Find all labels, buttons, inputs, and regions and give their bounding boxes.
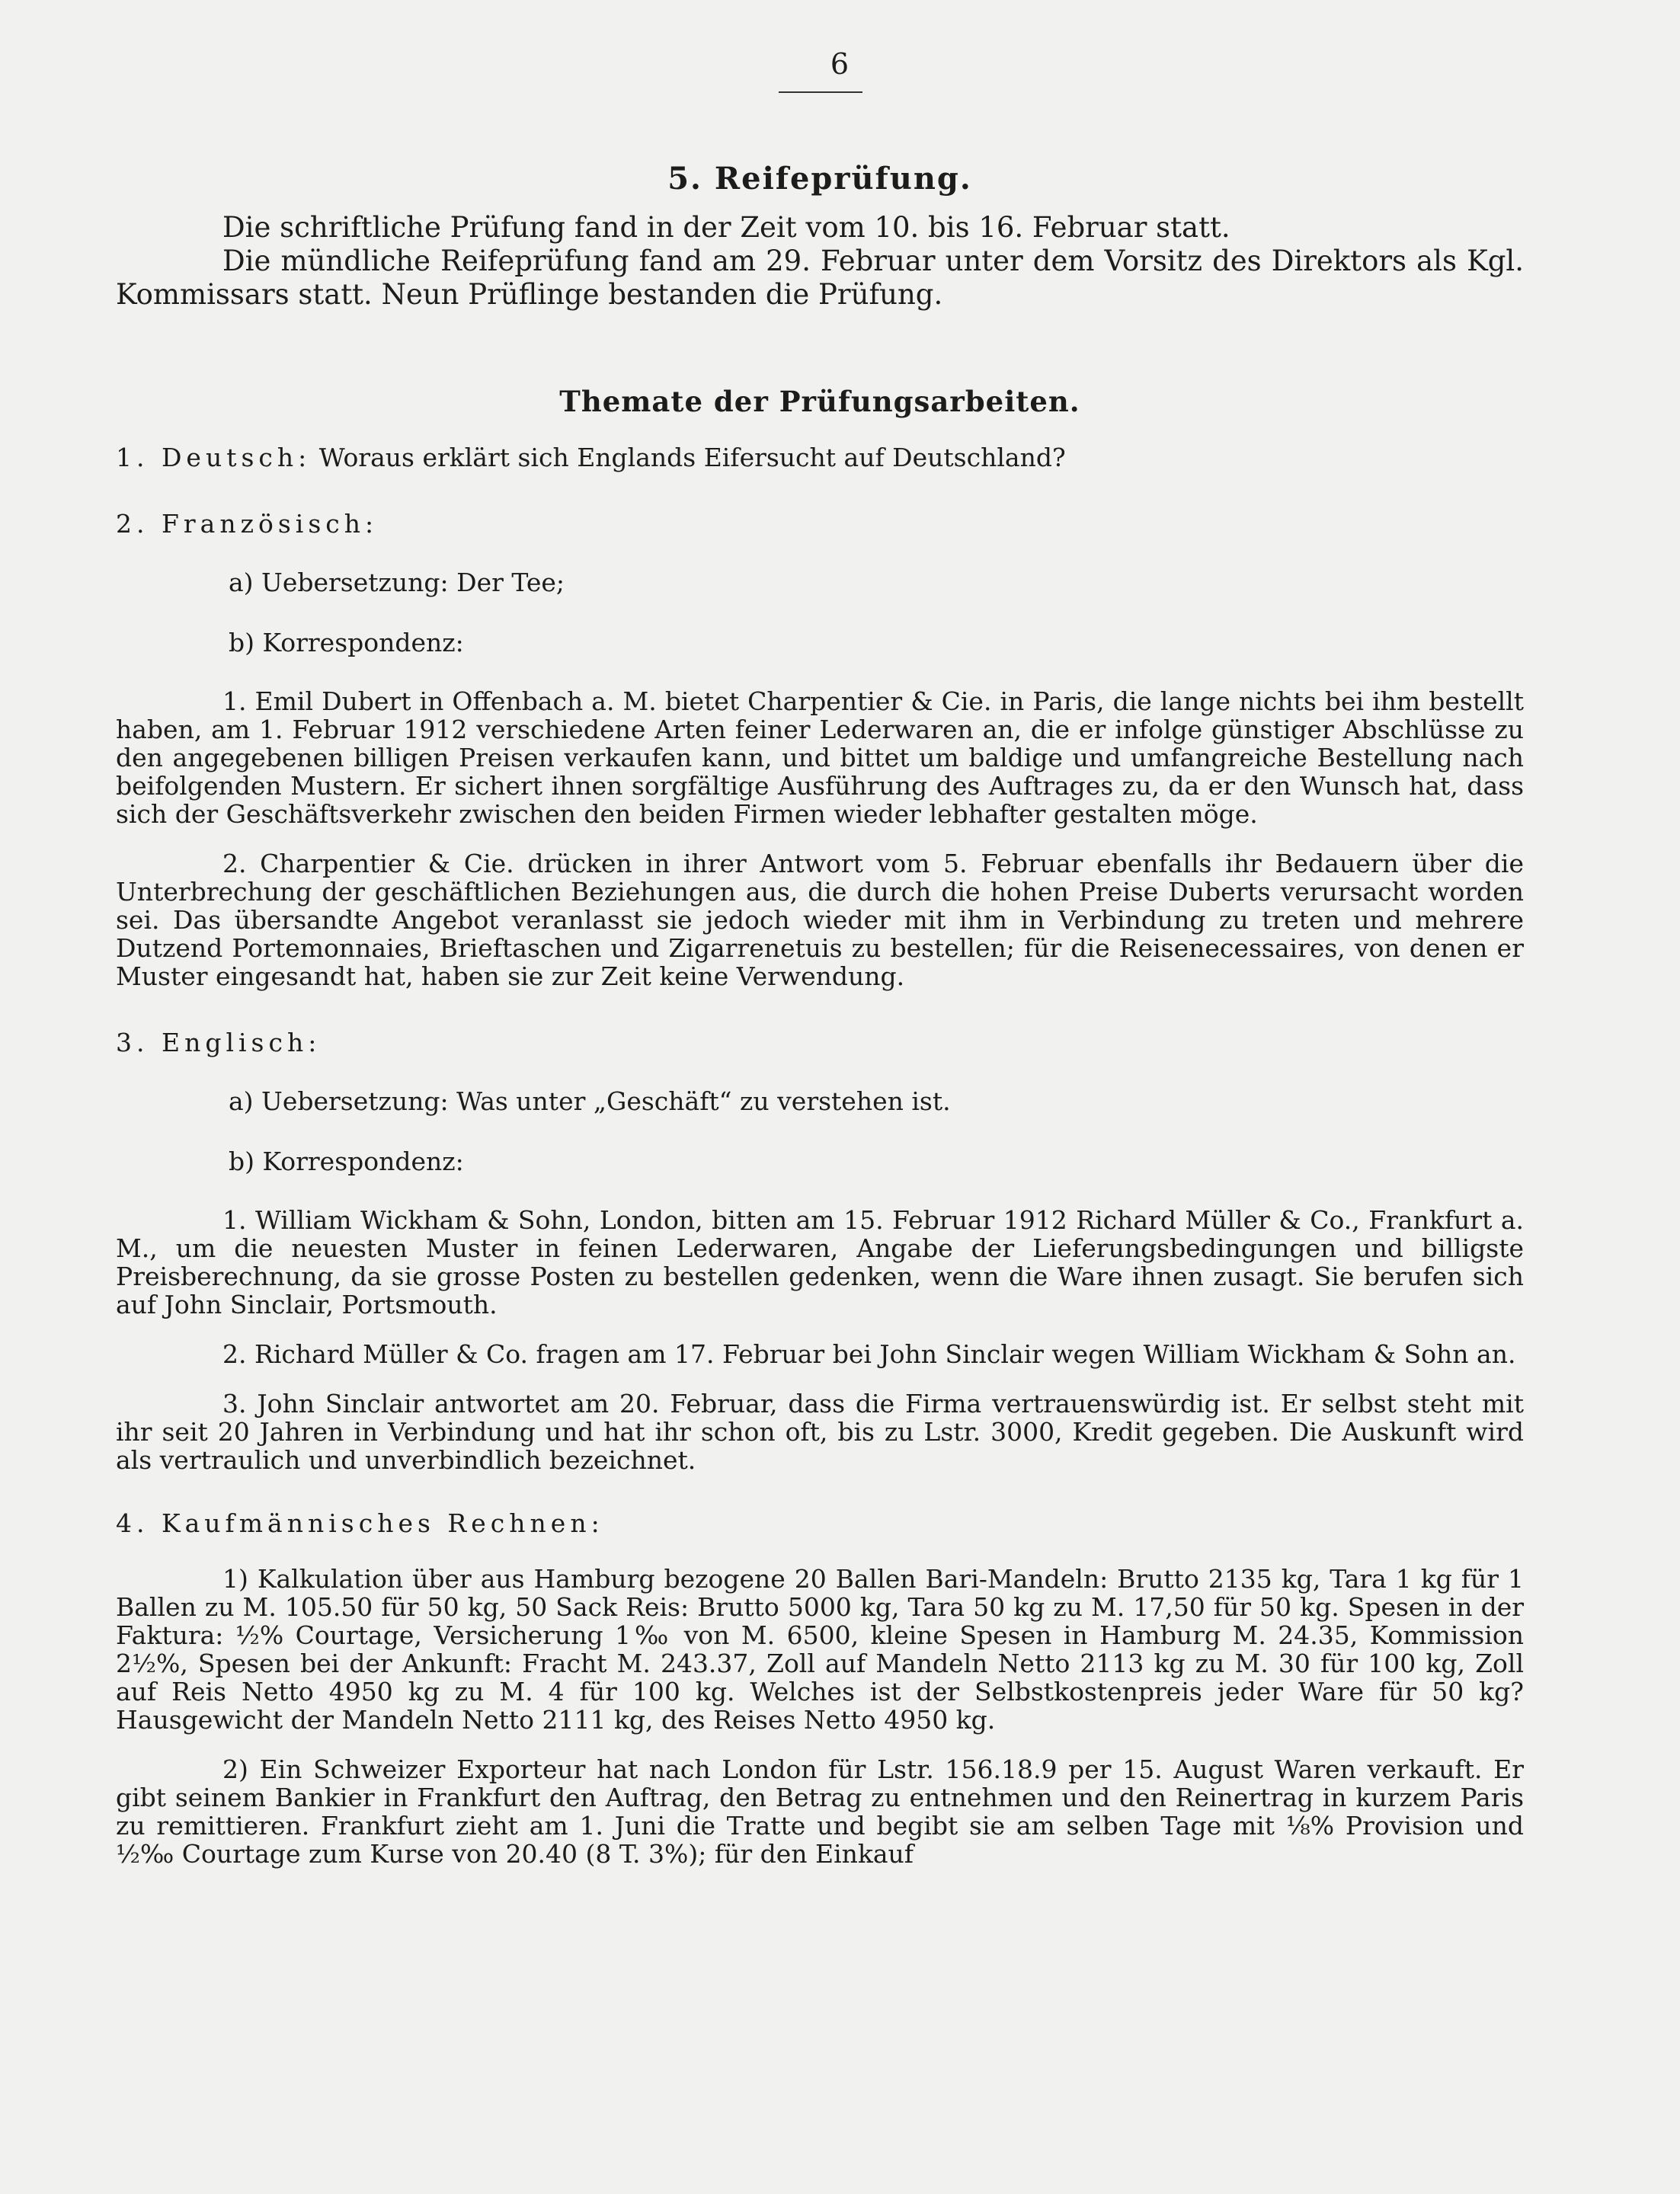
- page-number: 6: [830, 47, 850, 81]
- subject-label: 4. Kaufmännisches Rechnen:: [116, 1508, 604, 1538]
- page-content: [116, 161, 1524, 1869]
- themate-heading: Themate der Prüfungsarbeiten.: [559, 385, 1080, 418]
- exercise-paragraph: 1. Emil Dubert in Offenbach a. M. bietet Charpentier & Cie. in Paris, die lange nichts bei ihm bestellt haben, am 1. Februar 1912 verschiedene Arten feiner Lederwaren an, die er infolge günstiger Abschlüsse zu den angegebenen billigen Preisen verkaufen kann, und bittet um baldige und umfangreiche Bestellung nach beifolgenden Mustern. Er sichert ihnen sorgfältige Ausführung des Auftrages zu, da er den Wunsch hat, dass sich der Geschäftsverkehr zwischen den beiden Firmen wieder lebhafter gestalten möge.: [116, 686, 1524, 829]
- subject-deutsch: [116, 443, 1524, 472]
- exercise-paragraph: 1. William Wickham & Sohn, London, bitten am 15. Februar 1912 Richard Müller & Co., Frankfurt a. M., um die neuesten Muster in feinen Lederwaren, Angabe der Lieferungsbedingungen und billigste Preisberechnung, da sie grosse Posten zu bestellen gedenken, wenn die Ware ihnen zusagt. Sie berufen sich auf John Sinclair, Portsmouth.: [116, 1205, 1524, 1319]
- subject-englisch: [116, 1028, 1524, 1057]
- intro-paragraph: Die mündliche Reifeprüfung fand am 29. Februar unter dem Vorsitz des Direktors als Kgl. Kommissars statt. Neun Prüflinge bestanden die Prüfung.: [116, 245, 1524, 311]
- subject-label: 2. Französisch:: [116, 509, 379, 539]
- subject-text: Woraus erklärt sich Englands Eifersucht auf Deutschland?: [318, 443, 1066, 472]
- exercise-paragraph: 2. Charpentier & Cie. drücken in ihrer Antwort vom 5. Februar ebenfalls ihr Bedauern über die Unterbrechung der geschäftlichen Beziehungen aus, die durch die hohen Preise Duberts verursacht worden sei. Das übersandte Angebot veranlasst sie jedoch wieder mit ihm in Verbindung zu treten und mehrere Dutzend Portemonnaies, Brieftaschen und Zigarrenetuis zu bestellen; für die Reisenecessaires, von denen er Muster eingesandt hat, haben sie zur Zeit keine Verwendung.: [116, 849, 1524, 991]
- section-intro: [116, 211, 1524, 312]
- intro-paragraph: Die schriftliche Prüfung fand in der Zeit vom 10. bis 16. Februar statt.: [222, 211, 1230, 244]
- subject-label: 1. Deutsch:: [116, 443, 312, 472]
- exercise-paragraph: 2) Ein Schweizer Exporteur hat nach London für Lstr. 156.18.9 per 15. August Waren verkauft. Er gibt seinem Bankier in Frankfurt den Auftrag, den Betrag zu entnehmen und den Reinertrag in kurzem Paris zu remittieren. Frankfurt zieht am 1. Juni die Tratte und begibt sie am selben Tage mit ⅛% Provision und ½‰ Courtage zum Kurse von 20.40 (8 T. 3%); für den Einkauf: [116, 1754, 1524, 1869]
- sub-item-b: b) Korrespondenz:: [229, 628, 464, 657]
- subject-franzoesisch: [116, 510, 1524, 538]
- sub-item-b: b) Korrespondenz:: [229, 1147, 464, 1176]
- sub-item-a: a) Uebersetzung: Was unter „Geschäft“ zu verstehen ist.: [229, 1086, 951, 1116]
- subject-rechnen: [116, 1509, 1524, 1537]
- page-number-rule: [779, 91, 862, 93]
- section-title: 5. Reifeprüfung.: [667, 161, 972, 197]
- sub-item-a: a) Uebersetzung: Der Tee;: [229, 568, 565, 597]
- exercise-paragraph: 2. Richard Müller & Co. fragen am 17. Februar bei John Sinclair wegen William Wickham & Sohn an.: [222, 1339, 1516, 1369]
- exercise-paragraph: 3. John Sinclair antwortet am 20. Februar, dass die Firma vertrauenswürdig ist. Er selbst steht mit ihr seit 20 Jahren in Verbindung und hat ihr schon oft, bis zu Lstr. 3000, Kredit gegeben. Die Auskunft wird als vertraulich und unverbindlich bezeichnet.: [116, 1389, 1524, 1475]
- subject-label: 3. Englisch:: [116, 1028, 322, 1057]
- exercise-paragraph: 1) Kalkulation über aus Hamburg bezogene 20 Ballen Bari-Mandeln: Brutto 2135 kg, Tara 1 kg für 1 Ballen zu M. 105.50 für 50 kg, 50 Sack Reis: Brutto 5000 kg, Tara 50 kg zu M. 17,50 für 50 kg. Spesen in der Faktura: ½% Courtage, Versicherung 1‰ von M. 6500, kleine Spesen in Hamburg M. 24.35, Kommission 2½%, Spesen bei der Ankunft: Fracht M. 243.37, Zoll auf Mandeln Netto 2113 kg zu M. 30 für 100 kg, Zoll auf Reis Netto 4950 kg zu M. 4 für 100 kg. Welches ist der Selbstkostenpreis jeder Ware für 50 kg? Hausgewicht der Mandeln Netto 2111 kg, des Reises Netto 4950 kg.: [116, 1564, 1524, 1735]
